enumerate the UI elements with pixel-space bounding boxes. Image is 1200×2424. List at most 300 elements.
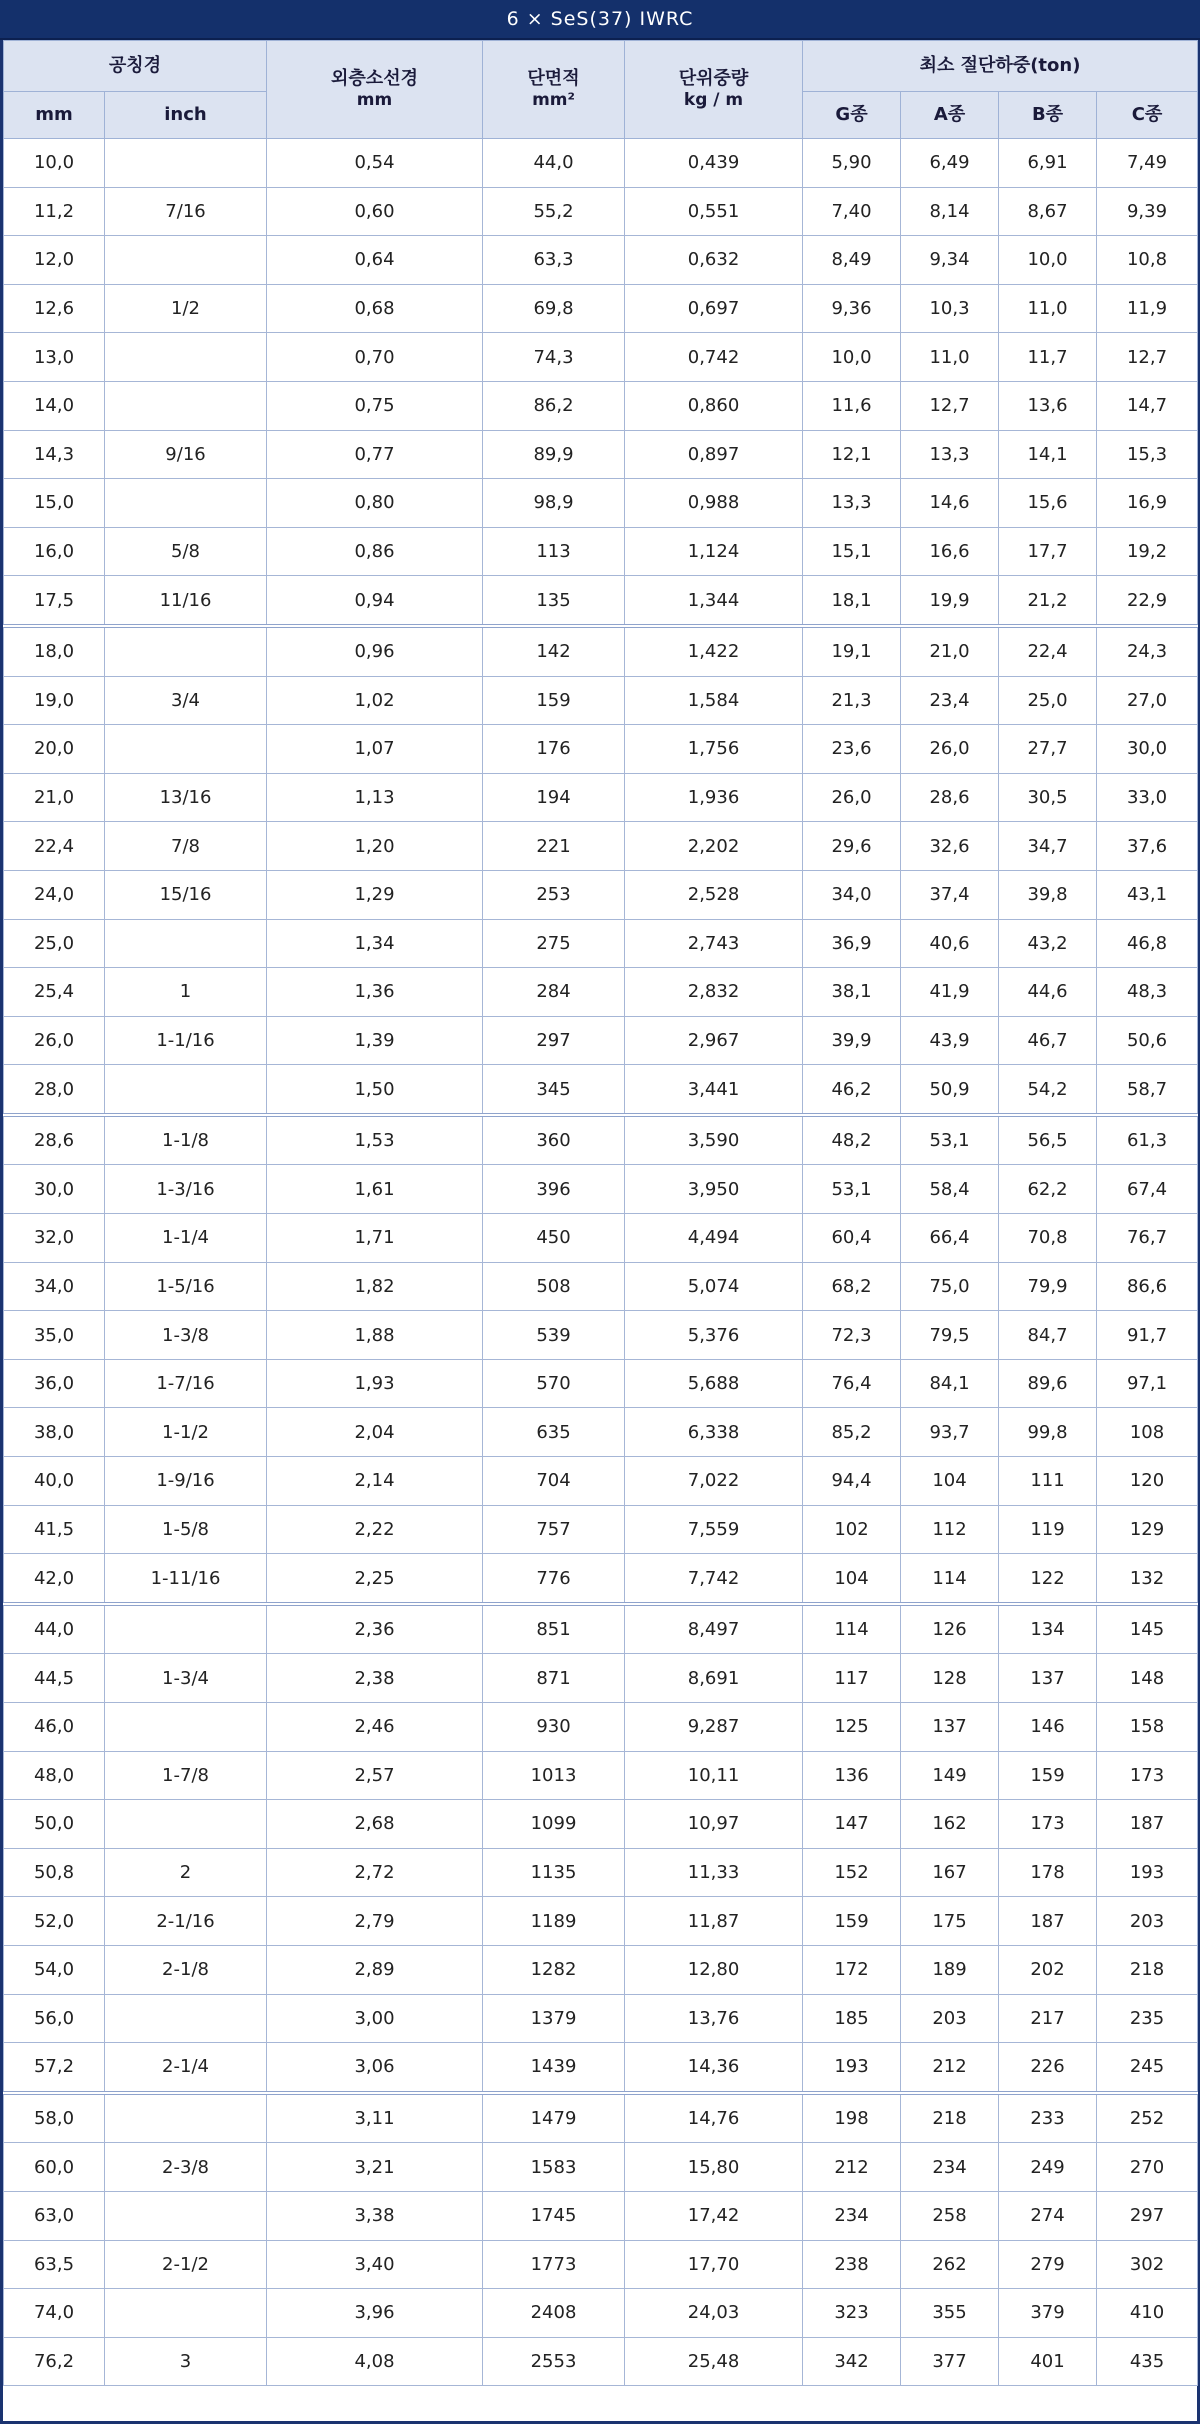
cell-grade-c: 16,9 xyxy=(1097,479,1198,528)
table-row xyxy=(4,1165,1198,1214)
cell-grade-g: 38,1 xyxy=(803,968,901,1017)
cell-grade-a: 11,0 xyxy=(901,333,999,382)
cell-mm: 41,5 xyxy=(4,1505,105,1554)
cell-grade-g: 104 xyxy=(803,1554,901,1604)
cell-outer-wire: 1,71 xyxy=(267,1214,483,1263)
cell-unit-weight: 25,48 xyxy=(625,2337,803,2386)
cell-inch: 1-5/16 xyxy=(105,1262,267,1311)
header-grade-g: G종 xyxy=(803,92,901,139)
table-row xyxy=(4,1945,1198,1994)
cell-grade-c: 14,7 xyxy=(1097,381,1198,430)
cell-outer-wire: 0,80 xyxy=(267,479,483,528)
table-row xyxy=(4,2143,1198,2192)
header-cross-section xyxy=(483,41,625,139)
cell-grade-g: 5,90 xyxy=(803,139,901,188)
cell-grade-g: 15,1 xyxy=(803,527,901,576)
table-row xyxy=(4,187,1198,236)
cell-grade-g: 29,6 xyxy=(803,822,901,871)
cell-grade-g: 238 xyxy=(803,2240,901,2289)
cell-cross-section: 63,3 xyxy=(483,236,625,285)
table-row xyxy=(4,1016,1198,1065)
cell-inch: 2-3/8 xyxy=(105,2143,267,2192)
cell-grade-a: 58,4 xyxy=(901,1165,999,1214)
cell-grade-c: 148 xyxy=(1097,1654,1198,1703)
table-row xyxy=(4,725,1198,774)
cell-grade-c: 108 xyxy=(1097,1408,1198,1457)
cell-mm: 12,6 xyxy=(4,284,105,333)
cell-grade-c: 245 xyxy=(1097,2043,1198,2093)
cell-grade-a: 6,49 xyxy=(901,139,999,188)
cell-outer-wire: 2,04 xyxy=(267,1408,483,1457)
cell-grade-a: 14,6 xyxy=(901,479,999,528)
cell-outer-wire: 2,79 xyxy=(267,1897,483,1946)
cell-grade-b: 274 xyxy=(999,2191,1097,2240)
cell-unit-weight: 5,376 xyxy=(625,1311,803,1360)
cell-grade-g: 198 xyxy=(803,2093,901,2143)
cell-inch xyxy=(105,479,267,528)
cell-grade-c: 86,6 xyxy=(1097,1262,1198,1311)
cell-mm: 16,0 xyxy=(4,527,105,576)
table-row xyxy=(4,773,1198,822)
cell-grade-a: 37,4 xyxy=(901,870,999,919)
cell-inch: 1-11/16 xyxy=(105,1554,267,1604)
cell-grade-g: 36,9 xyxy=(803,919,901,968)
cell-mm: 44,0 xyxy=(4,1604,105,1654)
table-row xyxy=(4,139,1198,188)
cell-grade-a: 21,0 xyxy=(901,626,999,676)
cell-grade-b: 79,9 xyxy=(999,1262,1097,1311)
cell-unit-weight: 1,344 xyxy=(625,576,803,626)
header-mm: mm xyxy=(4,92,105,139)
cell-unit-weight: 11,33 xyxy=(625,1848,803,1897)
cell-cross-section: 113 xyxy=(483,527,625,576)
cell-grade-b: 44,6 xyxy=(999,968,1097,1017)
cell-grade-c: 43,1 xyxy=(1097,870,1198,919)
cell-grade-b: 99,8 xyxy=(999,1408,1097,1457)
cell-grade-c: 11,9 xyxy=(1097,284,1198,333)
cell-unit-weight: 0,897 xyxy=(625,430,803,479)
table-row xyxy=(4,1115,1198,1165)
cell-cross-section: 345 xyxy=(483,1065,625,1115)
cell-outer-wire: 3,38 xyxy=(267,2191,483,2240)
cell-grade-g: 212 xyxy=(803,2143,901,2192)
cell-unit-weight: 15,80 xyxy=(625,2143,803,2192)
cell-grade-b: 15,6 xyxy=(999,479,1097,528)
cell-inch: 1-1/4 xyxy=(105,1214,267,1263)
cell-grade-g: 342 xyxy=(803,2337,901,2386)
header-unit-weight-unit: kg / m xyxy=(683,90,744,111)
table-row xyxy=(4,1359,1198,1408)
cell-grade-g: 12,1 xyxy=(803,430,901,479)
table-row xyxy=(4,1751,1198,1800)
cell-grade-b: 46,7 xyxy=(999,1016,1097,1065)
cell-grade-c: 46,8 xyxy=(1097,919,1198,968)
cell-grade-c: 410 xyxy=(1097,2289,1198,2338)
cell-cross-section: 2408 xyxy=(483,2289,625,2338)
cell-cross-section: 275 xyxy=(483,919,625,968)
cell-grade-g: 102 xyxy=(803,1505,901,1554)
cell-grade-c: 12,7 xyxy=(1097,333,1198,382)
cell-grade-b: 226 xyxy=(999,2043,1097,2093)
cell-inch: 9/16 xyxy=(105,430,267,479)
cell-grade-b: 89,6 xyxy=(999,1359,1097,1408)
cell-grade-a: 19,9 xyxy=(901,576,999,626)
cell-inch: 1-1/2 xyxy=(105,1408,267,1457)
cell-grade-g: 185 xyxy=(803,1994,901,2043)
table-row xyxy=(4,236,1198,285)
cell-outer-wire: 0,96 xyxy=(267,626,483,676)
cell-outer-wire: 3,96 xyxy=(267,2289,483,2338)
cell-grade-a: 137 xyxy=(901,1703,999,1752)
cell-cross-section: 55,2 xyxy=(483,187,625,236)
cell-mm: 14,0 xyxy=(4,381,105,430)
cell-unit-weight: 17,42 xyxy=(625,2191,803,2240)
header-nominal-diameter: 공칭경 xyxy=(4,41,267,92)
cell-inch: 1-3/8 xyxy=(105,1311,267,1360)
cell-grade-c: 97,1 xyxy=(1097,1359,1198,1408)
cell-outer-wire: 1,39 xyxy=(267,1016,483,1065)
cell-mm: 32,0 xyxy=(4,1214,105,1263)
table-row xyxy=(4,919,1198,968)
cell-inch: 3/4 xyxy=(105,676,267,725)
cell-cross-section: 253 xyxy=(483,870,625,919)
cell-grade-c: 24,3 xyxy=(1097,626,1198,676)
cell-cross-section: 1479 xyxy=(483,2093,625,2143)
cell-outer-wire: 1,82 xyxy=(267,1262,483,1311)
cell-grade-b: 111 xyxy=(999,1457,1097,1506)
cell-grade-c: 120 xyxy=(1097,1457,1198,1506)
cell-grade-g: 10,0 xyxy=(803,333,901,382)
table-row xyxy=(4,2337,1198,2386)
cell-outer-wire: 1,13 xyxy=(267,773,483,822)
cell-cross-section: 851 xyxy=(483,1604,625,1654)
cell-grade-c: 27,0 xyxy=(1097,676,1198,725)
cell-outer-wire: 1,93 xyxy=(267,1359,483,1408)
cell-cross-section: 570 xyxy=(483,1359,625,1408)
cell-unit-weight: 7,559 xyxy=(625,1505,803,1554)
table-row xyxy=(4,333,1198,382)
cell-grade-a: 41,9 xyxy=(901,968,999,1017)
cell-outer-wire: 2,89 xyxy=(267,1945,483,1994)
cell-outer-wire: 1,53 xyxy=(267,1115,483,1165)
table-row xyxy=(4,1505,1198,1554)
header-outer-wire-diameter xyxy=(267,41,483,139)
cell-grade-g: 193 xyxy=(803,2043,901,2093)
cell-outer-wire: 0,94 xyxy=(267,576,483,626)
cell-grade-c: 33,0 xyxy=(1097,773,1198,822)
wire-rope-spec-table xyxy=(3,40,1198,2386)
cell-inch: 1-3/16 xyxy=(105,1165,267,1214)
table-header xyxy=(4,41,1198,139)
cell-unit-weight: 2,202 xyxy=(625,822,803,871)
cell-inch: 15/16 xyxy=(105,870,267,919)
cell-grade-a: 112 xyxy=(901,1505,999,1554)
cell-grade-b: 279 xyxy=(999,2240,1097,2289)
cell-grade-b: 25,0 xyxy=(999,676,1097,725)
table-row xyxy=(4,381,1198,430)
cell-outer-wire: 2,57 xyxy=(267,1751,483,1800)
cell-unit-weight: 14,76 xyxy=(625,2093,803,2143)
cell-cross-section: 1773 xyxy=(483,2240,625,2289)
cell-grade-b: 54,2 xyxy=(999,1065,1097,1115)
cell-grade-b: 21,2 xyxy=(999,576,1097,626)
cell-grade-c: 218 xyxy=(1097,1945,1198,1994)
cell-outer-wire: 1,20 xyxy=(267,822,483,871)
cell-mm: 63,5 xyxy=(4,2240,105,2289)
cell-inch: 11/16 xyxy=(105,576,267,626)
cell-grade-g: 147 xyxy=(803,1800,901,1849)
table-row xyxy=(4,576,1198,626)
cell-grade-b: 401 xyxy=(999,2337,1097,2386)
cell-outer-wire: 1,29 xyxy=(267,870,483,919)
cell-grade-c: 15,3 xyxy=(1097,430,1198,479)
cell-inch: 13/16 xyxy=(105,773,267,822)
cell-cross-section: 44,0 xyxy=(483,139,625,188)
table-row xyxy=(4,1800,1198,1849)
cell-grade-g: 152 xyxy=(803,1848,901,1897)
cell-outer-wire: 0,77 xyxy=(267,430,483,479)
header-cross-section-unit: mm² xyxy=(532,90,575,111)
cell-grade-b: 8,67 xyxy=(999,187,1097,236)
cell-outer-wire: 2,36 xyxy=(267,1604,483,1654)
cell-cross-section: 98,9 xyxy=(483,479,625,528)
cell-inch xyxy=(105,1065,267,1115)
cell-unit-weight: 4,494 xyxy=(625,1214,803,1263)
cell-cross-section: 135 xyxy=(483,576,625,626)
cell-grade-c: 132 xyxy=(1097,1554,1198,1604)
cell-cross-section: 396 xyxy=(483,1165,625,1214)
table-row xyxy=(4,968,1198,1017)
cell-unit-weight: 10,11 xyxy=(625,1751,803,1800)
cell-unit-weight: 8,691 xyxy=(625,1654,803,1703)
cell-inch: 7/8 xyxy=(105,822,267,871)
cell-grade-g: 125 xyxy=(803,1703,901,1752)
cell-cross-section: 704 xyxy=(483,1457,625,1506)
cell-grade-g: 21,3 xyxy=(803,676,901,725)
cell-inch xyxy=(105,725,267,774)
cell-inch: 1/2 xyxy=(105,284,267,333)
cell-grade-b: 27,7 xyxy=(999,725,1097,774)
table-row xyxy=(4,822,1198,871)
cell-grade-c: 145 xyxy=(1097,1604,1198,1654)
cell-inch xyxy=(105,1994,267,2043)
cell-grade-a: 218 xyxy=(901,2093,999,2143)
cell-cross-section: 176 xyxy=(483,725,625,774)
cell-mm: 18,0 xyxy=(4,626,105,676)
cell-mm: 44,5 xyxy=(4,1654,105,1703)
cell-grade-g: 94,4 xyxy=(803,1457,901,1506)
cell-outer-wire: 0,86 xyxy=(267,527,483,576)
cell-grade-b: 122 xyxy=(999,1554,1097,1604)
cell-mm: 38,0 xyxy=(4,1408,105,1457)
cell-unit-weight: 6,338 xyxy=(625,1408,803,1457)
cell-cross-section: 69,8 xyxy=(483,284,625,333)
cell-unit-weight: 0,988 xyxy=(625,479,803,528)
cell-mm: 24,0 xyxy=(4,870,105,919)
cell-outer-wire: 0,60 xyxy=(267,187,483,236)
cell-unit-weight: 1,936 xyxy=(625,773,803,822)
cell-grade-a: 355 xyxy=(901,2289,999,2338)
cell-grade-a: 66,4 xyxy=(901,1214,999,1263)
cell-cross-section: 871 xyxy=(483,1654,625,1703)
cell-cross-section: 1379 xyxy=(483,1994,625,2043)
table-row xyxy=(4,1604,1198,1654)
cell-outer-wire: 0,75 xyxy=(267,381,483,430)
cell-grade-b: 249 xyxy=(999,2143,1097,2192)
cell-inch: 1-7/8 xyxy=(105,1751,267,1800)
header-grade-b: B종 xyxy=(999,92,1097,139)
cell-mm: 76,2 xyxy=(4,2337,105,2386)
cell-grade-b: 70,8 xyxy=(999,1214,1097,1263)
cell-unit-weight: 2,743 xyxy=(625,919,803,968)
spec-table-container xyxy=(0,40,1200,2424)
cell-grade-c: 302 xyxy=(1097,2240,1198,2289)
cell-grade-c: 61,3 xyxy=(1097,1115,1198,1165)
cell-mm: 10,0 xyxy=(4,139,105,188)
table-row xyxy=(4,870,1198,919)
cell-unit-weight: 11,87 xyxy=(625,1897,803,1946)
table-title: 6 × SeS(37) IWRC xyxy=(0,0,1200,40)
cell-cross-section: 1439 xyxy=(483,2043,625,2093)
table-row xyxy=(4,1897,1198,1946)
cell-inch xyxy=(105,1604,267,1654)
cell-unit-weight: 9,287 xyxy=(625,1703,803,1752)
cell-grade-a: 43,9 xyxy=(901,1016,999,1065)
cell-outer-wire: 1,36 xyxy=(267,968,483,1017)
cell-grade-c: 58,7 xyxy=(1097,1065,1198,1115)
cell-cross-section: 1189 xyxy=(483,1897,625,1946)
table-row xyxy=(4,479,1198,528)
cell-grade-g: 34,0 xyxy=(803,870,901,919)
table-row xyxy=(4,1408,1198,1457)
cell-cross-section: 1583 xyxy=(483,2143,625,2192)
header-grade-a: A종 xyxy=(901,92,999,139)
cell-unit-weight: 17,70 xyxy=(625,2240,803,2289)
cell-grade-g: 85,2 xyxy=(803,1408,901,1457)
table-row xyxy=(4,430,1198,479)
cell-outer-wire: 4,08 xyxy=(267,2337,483,2386)
cell-outer-wire: 0,54 xyxy=(267,139,483,188)
cell-grade-b: 379 xyxy=(999,2289,1097,2338)
cell-grade-c: 252 xyxy=(1097,2093,1198,2143)
cell-cross-section: 2553 xyxy=(483,2337,625,2386)
cell-grade-a: 79,5 xyxy=(901,1311,999,1360)
cell-cross-section: 776 xyxy=(483,1554,625,1604)
cell-grade-b: 10,0 xyxy=(999,236,1097,285)
cell-mm: 42,0 xyxy=(4,1554,105,1604)
cell-grade-a: 167 xyxy=(901,1848,999,1897)
cell-inch xyxy=(105,139,267,188)
cell-grade-c: 76,7 xyxy=(1097,1214,1198,1263)
cell-mm: 34,0 xyxy=(4,1262,105,1311)
header-outer-wire-unit: mm xyxy=(356,90,393,111)
header-min-breaking-load: 최소 절단하중(ton) xyxy=(803,41,1198,92)
cell-cross-section: 360 xyxy=(483,1115,625,1165)
cell-cross-section: 1282 xyxy=(483,1945,625,1994)
cell-inch xyxy=(105,2289,267,2338)
cell-inch: 1 xyxy=(105,968,267,1017)
cell-grade-g: 7,40 xyxy=(803,187,901,236)
cell-grade-c: 435 xyxy=(1097,2337,1198,2386)
header-unit-weight xyxy=(625,41,803,139)
cell-mm: 54,0 xyxy=(4,1945,105,1994)
cell-unit-weight: 12,80 xyxy=(625,1945,803,1994)
cell-grade-b: 119 xyxy=(999,1505,1097,1554)
table-row xyxy=(4,2093,1198,2143)
table-row xyxy=(4,1457,1198,1506)
cell-inch xyxy=(105,626,267,676)
cell-unit-weight: 0,860 xyxy=(625,381,803,430)
cell-grade-c: 158 xyxy=(1097,1703,1198,1752)
cell-grade-a: 9,34 xyxy=(901,236,999,285)
cell-outer-wire: 1,61 xyxy=(267,1165,483,1214)
cell-inch: 1-5/8 xyxy=(105,1505,267,1554)
cell-unit-weight: 3,950 xyxy=(625,1165,803,1214)
cell-outer-wire: 1,07 xyxy=(267,725,483,774)
cell-cross-section: 539 xyxy=(483,1311,625,1360)
cell-cross-section: 89,9 xyxy=(483,430,625,479)
cell-cross-section: 1745 xyxy=(483,2191,625,2240)
cell-grade-b: 187 xyxy=(999,1897,1097,1946)
cell-grade-a: 28,6 xyxy=(901,773,999,822)
cell-grade-a: 189 xyxy=(901,1945,999,1994)
table-row xyxy=(4,1654,1198,1703)
cell-grade-g: 46,2 xyxy=(803,1065,901,1115)
cell-mm: 20,0 xyxy=(4,725,105,774)
cell-grade-a: 149 xyxy=(901,1751,999,1800)
cell-grade-c: 19,2 xyxy=(1097,527,1198,576)
cell-grade-b: 84,7 xyxy=(999,1311,1097,1360)
cell-cross-section: 74,3 xyxy=(483,333,625,382)
table-row xyxy=(4,1065,1198,1115)
cell-grade-b: 202 xyxy=(999,1945,1097,1994)
cell-cross-section: 194 xyxy=(483,773,625,822)
cell-grade-a: 16,6 xyxy=(901,527,999,576)
cell-grade-a: 84,1 xyxy=(901,1359,999,1408)
cell-mm: 74,0 xyxy=(4,2289,105,2338)
cell-grade-b: 56,5 xyxy=(999,1115,1097,1165)
cell-inch: 2 xyxy=(105,1848,267,1897)
cell-cross-section: 142 xyxy=(483,626,625,676)
cell-grade-c: 10,8 xyxy=(1097,236,1198,285)
cell-cross-section: 159 xyxy=(483,676,625,725)
cell-grade-a: 126 xyxy=(901,1604,999,1654)
table-row xyxy=(4,1554,1198,1604)
cell-mm: 58,0 xyxy=(4,2093,105,2143)
cell-unit-weight: 14,36 xyxy=(625,2043,803,2093)
cell-cross-section: 284 xyxy=(483,968,625,1017)
cell-grade-g: 136 xyxy=(803,1751,901,1800)
cell-mm: 40,0 xyxy=(4,1457,105,1506)
header-cross-section-label: 단면적 xyxy=(527,67,580,89)
cell-unit-weight: 0,551 xyxy=(625,187,803,236)
cell-inch xyxy=(105,919,267,968)
cell-inch: 3 xyxy=(105,2337,267,2386)
cell-grade-b: 173 xyxy=(999,1800,1097,1849)
cell-outer-wire: 2,46 xyxy=(267,1703,483,1752)
cell-grade-g: 23,6 xyxy=(803,725,901,774)
table-row xyxy=(4,1994,1198,2043)
cell-grade-b: 43,2 xyxy=(999,919,1097,968)
cell-grade-g: 68,2 xyxy=(803,1262,901,1311)
cell-grade-b: 134 xyxy=(999,1604,1097,1654)
table-row xyxy=(4,626,1198,676)
cell-inch xyxy=(105,1800,267,1849)
cell-grade-c: 9,39 xyxy=(1097,187,1198,236)
cell-mm: 28,0 xyxy=(4,1065,105,1115)
cell-grade-a: 32,6 xyxy=(901,822,999,871)
cell-grade-g: 72,3 xyxy=(803,1311,901,1360)
